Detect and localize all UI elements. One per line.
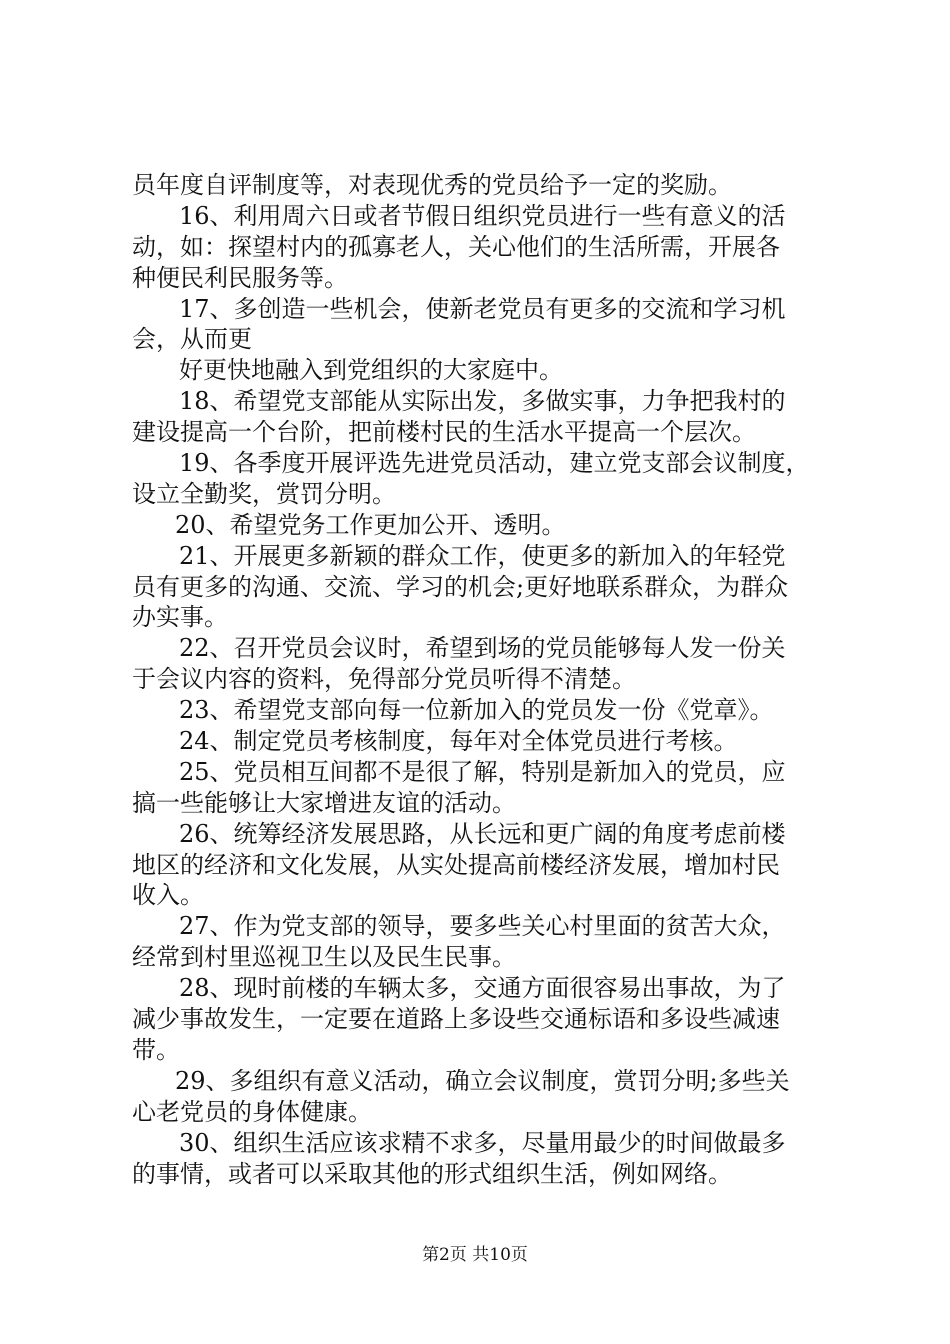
text-line: 经常到村里巡视卫生以及民生民事。	[132, 943, 516, 972]
text-line: 17、多创造一些机会，使新老党员有更多的交流和学习机	[179, 294, 786, 323]
text-line: 23、希望党支部向每一位新加入的党员发一份《党章》。	[179, 696, 774, 725]
text-line: 27、作为党支部的领导，要多些关心村里面的贫苦大众，	[179, 912, 786, 941]
text-line: 25、党员相互间都不是很了解，特别是新加入的党员，应	[179, 757, 786, 786]
text-line: 员年度自评制度等，对表现优秀的党员给予一定的奖励。	[132, 171, 732, 199]
text-line: 办实事。	[132, 603, 228, 632]
text-line: 带。	[132, 1035, 180, 1064]
text-line: 种便民利民服务等。	[132, 263, 348, 292]
text-line: 员有更多的沟通、交流、学习的机会;更好地联系群众，为群众	[132, 572, 789, 601]
text-line: 于会议内容的资料，免得部分党员听得不清楚。	[132, 665, 636, 694]
text-line: 减少事故发生，一定要在道路上多设些交通标语和多设些减速	[132, 1005, 780, 1034]
text-line: 24、制定党员考核制度，每年对全体党员进行考核。	[179, 727, 738, 756]
text-line: 设立全勤奖，赏罚分明。	[132, 479, 396, 508]
text-line: 30、组织生活应该求精不求多，尽量用最少的时间做最多	[179, 1128, 786, 1157]
text-line: 28、现时前楼的车辆太多，交通方面很容易出事故，为了	[179, 974, 786, 1003]
page-footer	[0, 1244, 950, 1266]
text-line: 地区的经济和文化发展，从实处提高前楼经济发展，增加村民	[132, 850, 780, 879]
text-line: 29、多组织有意义活动，确立会议制度，赏罚分明;多些关	[175, 1066, 790, 1095]
text-line: 收入。	[132, 881, 204, 910]
page-number-label: 第2页 共10页	[422, 1245, 528, 1265]
text-line: 20、希望党务工作更加公开、透明。	[175, 510, 566, 539]
text-line: 16、利用周六日或者节假日组织党员进行一些有意义的活	[179, 201, 786, 230]
text-line: 26、统筹经济发展思路，从长远和更广阔的角度考虑前楼	[179, 819, 786, 848]
text-line: 心老党员的身体健康。	[132, 1097, 372, 1126]
text-line: 18、希望党支部能从实际出发，多做实事，力争把我村的	[179, 387, 786, 416]
text-line: 21、开展更多新颖的群众工作，使更多的新加入的年轻党	[179, 541, 786, 570]
text-line: 搞一些能够让大家增进友谊的活动。	[132, 788, 516, 817]
text-line: 的事情，或者可以采取其他的形式组织生活，例如网络。	[132, 1159, 732, 1188]
text-line: 会，从而更	[132, 325, 252, 354]
text-line: 22、召开党员会议时，希望到场的党员能够每人发一份关	[179, 634, 786, 663]
text-line: 建设提高一个台阶，把前楼村民的生活水平提高一个层次。	[132, 418, 756, 447]
document-body	[132, 170, 832, 1189]
text-line: 好更快地融入到党组织的大家庭中。	[179, 356, 563, 385]
text-line: 19、各季度开展评选先进党员活动，建立党支部会议制度，	[179, 449, 810, 478]
text-line: 动，如：探望村内的孤寡老人，关心他们的生活所需，开展各	[132, 232, 780, 261]
